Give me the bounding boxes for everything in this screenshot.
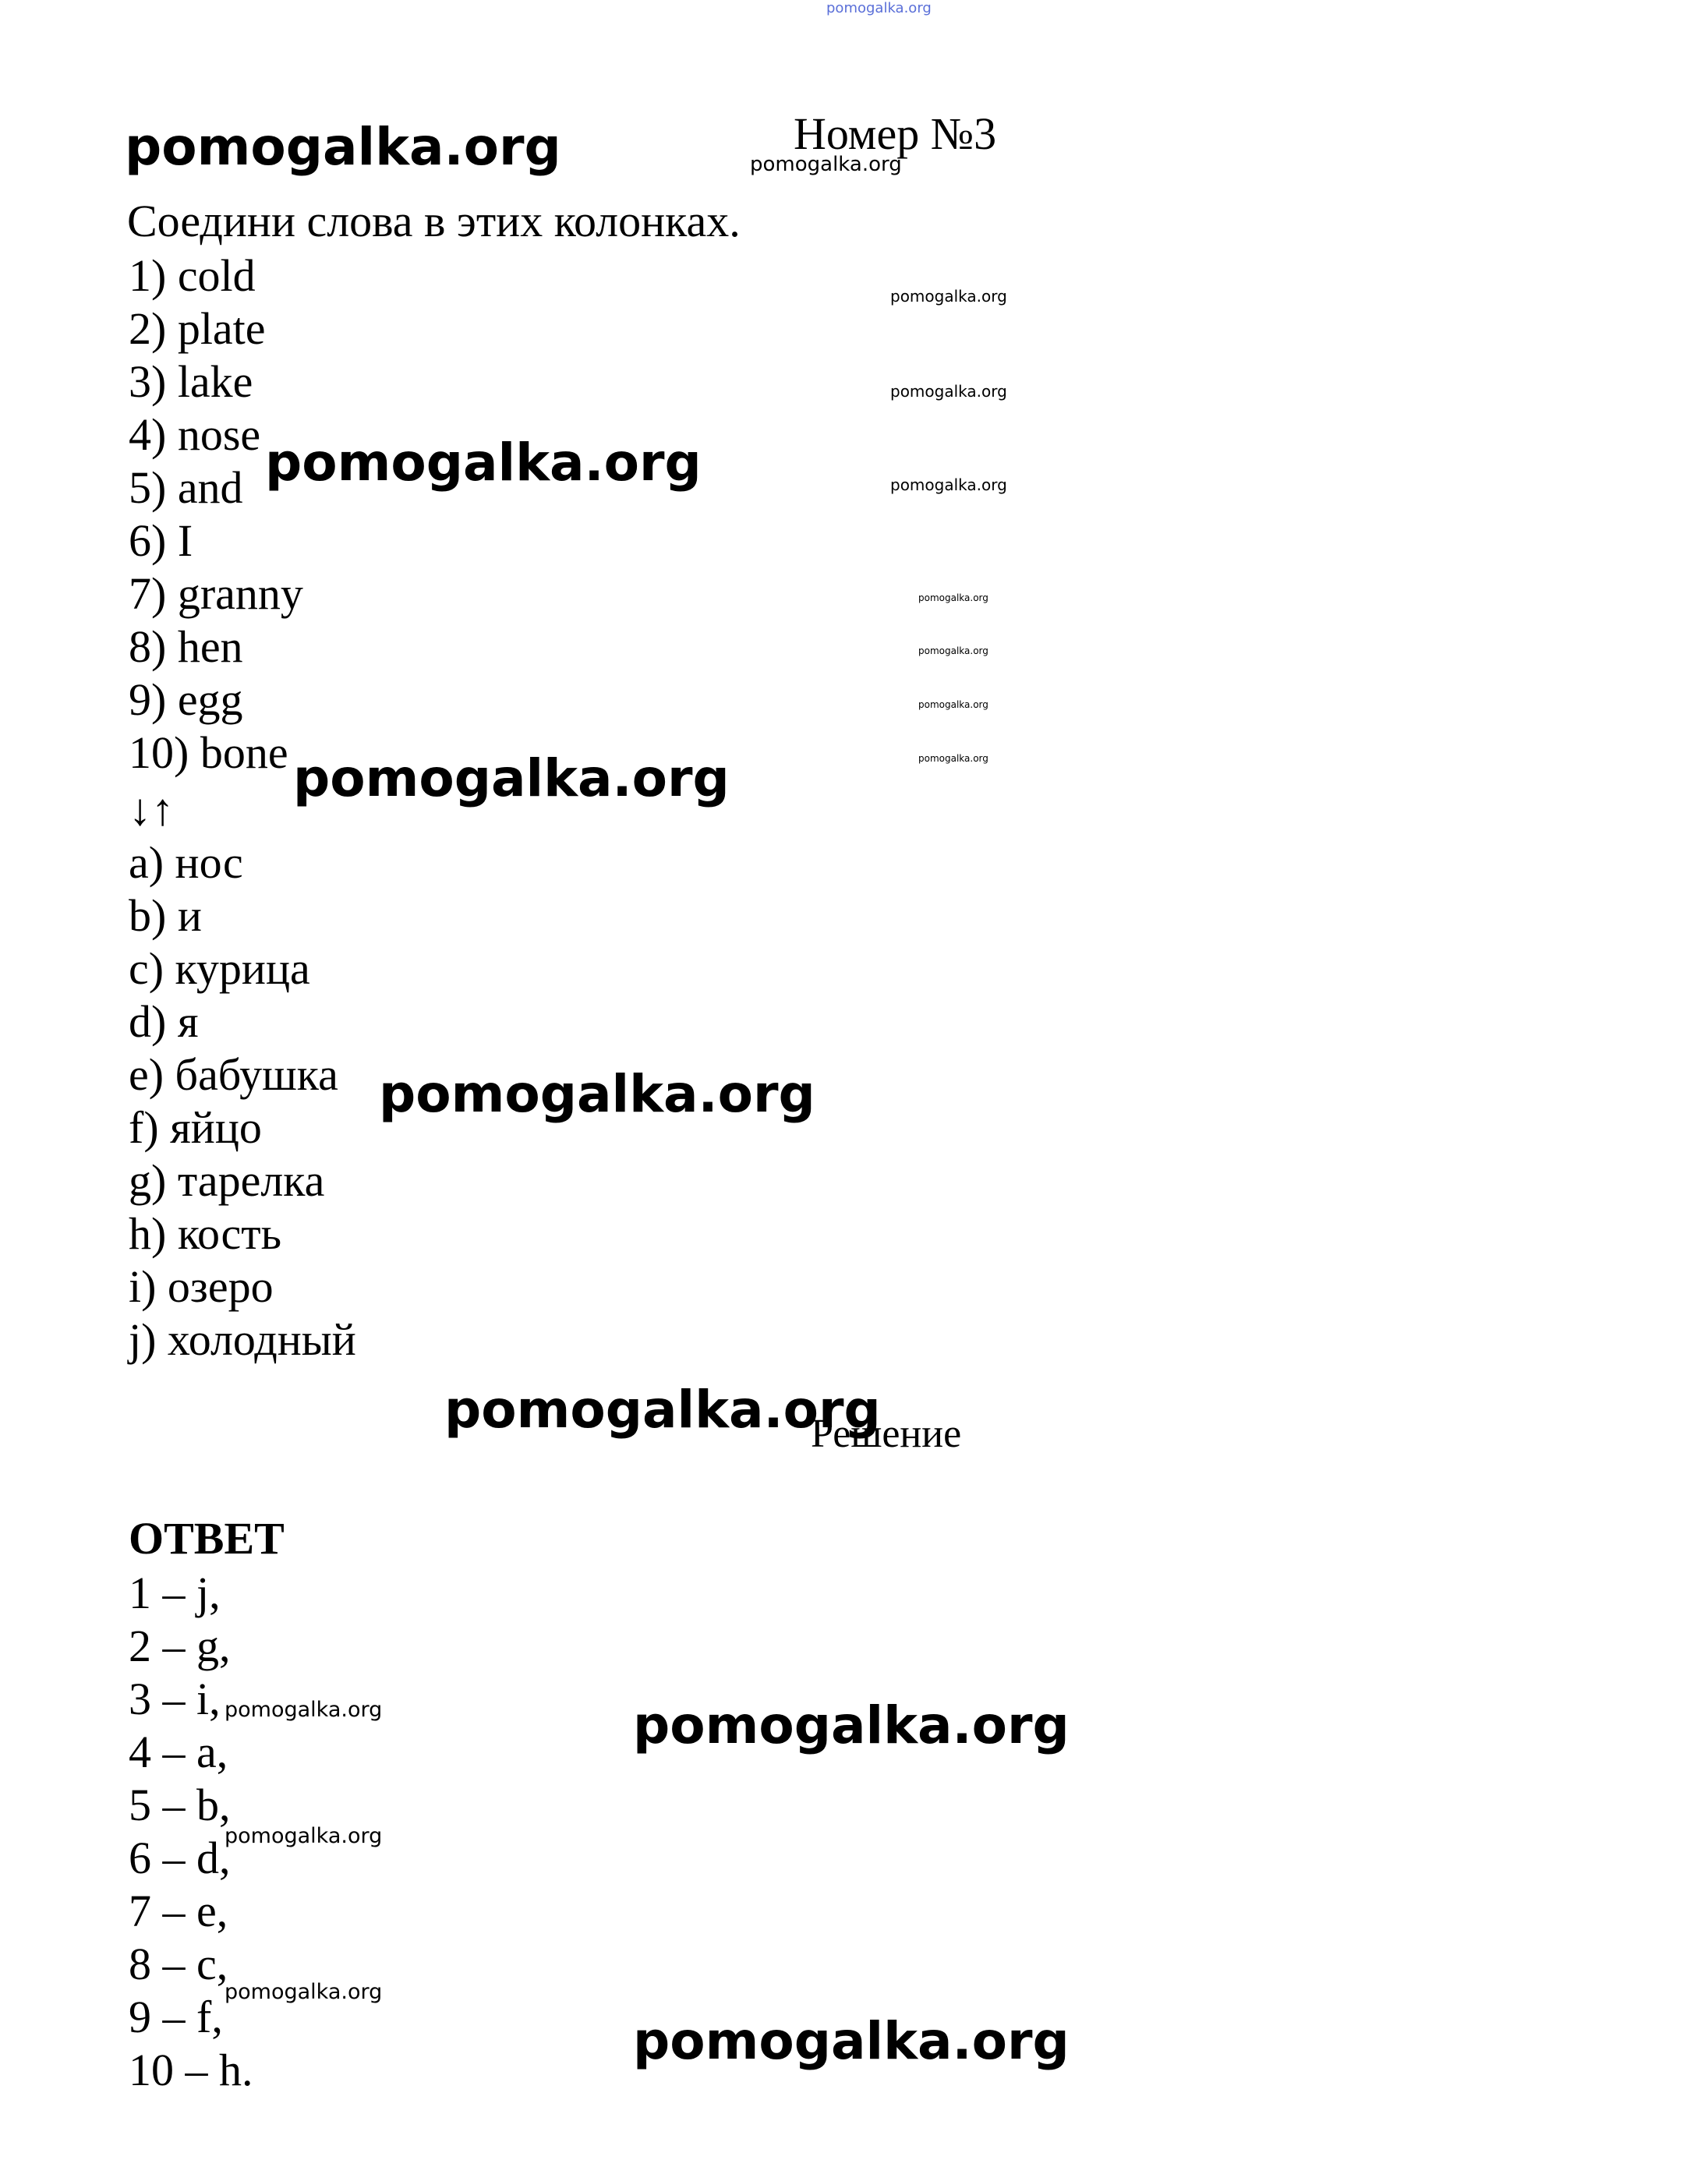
list-item: 7 – e, bbox=[129, 1886, 228, 1936]
watermark: pomogalka.org bbox=[125, 117, 561, 177]
watermark: pomogalka.org bbox=[918, 699, 988, 710]
list-item: i) озеро bbox=[129, 1261, 274, 1312]
list-item: 1) cold bbox=[129, 250, 256, 301]
watermark: pomogalka.org bbox=[890, 475, 1007, 494]
list-item: 4 – a, bbox=[129, 1727, 228, 1777]
list-item: e) бабушка bbox=[129, 1049, 338, 1100]
watermark: pomogalka.org bbox=[225, 1824, 383, 1848]
list-item: 10 – h. bbox=[129, 2045, 253, 2095]
list-item: f) яйцо bbox=[129, 1102, 262, 1153]
page-title: Номер №3 bbox=[794, 108, 997, 159]
watermark: pomogalka.org bbox=[750, 153, 902, 176]
watermark: pomogalka.org bbox=[890, 382, 1007, 401]
watermark: pomogalka.org bbox=[918, 645, 988, 656]
task-instruction: Соедини слова в этих колонках. bbox=[127, 196, 741, 246]
top-site-link[interactable]: pomogalka.org bbox=[826, 0, 932, 16]
watermark: pomogalka.org bbox=[918, 753, 988, 764]
watermark: pomogalka.org bbox=[890, 287, 1007, 306]
watermark: pomogalka.org bbox=[225, 1980, 383, 2004]
list-item: 9 – f, bbox=[129, 1992, 223, 2042]
answer-heading: ОТВЕТ bbox=[129, 1513, 285, 1564]
list-item: 8 – c, bbox=[129, 1939, 228, 1989]
list-item: 8) hen bbox=[129, 621, 243, 672]
list-item: d) я bbox=[129, 996, 199, 1047]
list-item: 3) lake bbox=[129, 356, 253, 407]
list-item: a) нос bbox=[129, 837, 243, 888]
solution-label: Решение bbox=[811, 1412, 962, 1456]
list-item: c) курица bbox=[129, 943, 310, 994]
list-item: 5 – b, bbox=[129, 1780, 231, 1830]
watermark: pomogalka.org bbox=[265, 433, 702, 493]
list-item: 10) bone bbox=[129, 727, 288, 778]
list-item: 6) I bbox=[129, 515, 193, 566]
watermark: pomogalka.org bbox=[293, 748, 730, 808]
list-item: 7) granny bbox=[129, 568, 303, 619]
watermark: pomogalka.org bbox=[379, 1064, 815, 1124]
watermark: pomogalka.org bbox=[633, 1695, 1070, 1755]
arrows-icon: ↓↑ bbox=[129, 784, 174, 835]
list-item: 6 – d, bbox=[129, 1833, 231, 1883]
watermark: pomogalka.org bbox=[225, 1698, 383, 1722]
watermark: pomogalka.org bbox=[633, 2011, 1070, 2071]
list-item: 4) nose bbox=[129, 409, 261, 460]
list-item: 5) and bbox=[129, 462, 243, 513]
list-item: g) тарелка bbox=[129, 1155, 325, 1206]
watermark: pomogalka.org bbox=[918, 592, 988, 603]
list-item: 9) egg bbox=[129, 674, 243, 725]
list-item: 3 – i, bbox=[129, 1674, 221, 1724]
english-word-list bbox=[129, 249, 303, 779]
list-item: j) холодный bbox=[129, 1314, 356, 1365]
list-item: 2) plate bbox=[129, 303, 266, 354]
russian-word-list bbox=[129, 836, 356, 1366]
list-item: h) кость bbox=[129, 1208, 282, 1259]
watermark: pomogalka.org bbox=[444, 1380, 881, 1440]
list-item: 2 – g, bbox=[129, 1621, 231, 1671]
list-item: b) и bbox=[129, 890, 202, 941]
list-item: 1 – j, bbox=[129, 1568, 221, 1618]
